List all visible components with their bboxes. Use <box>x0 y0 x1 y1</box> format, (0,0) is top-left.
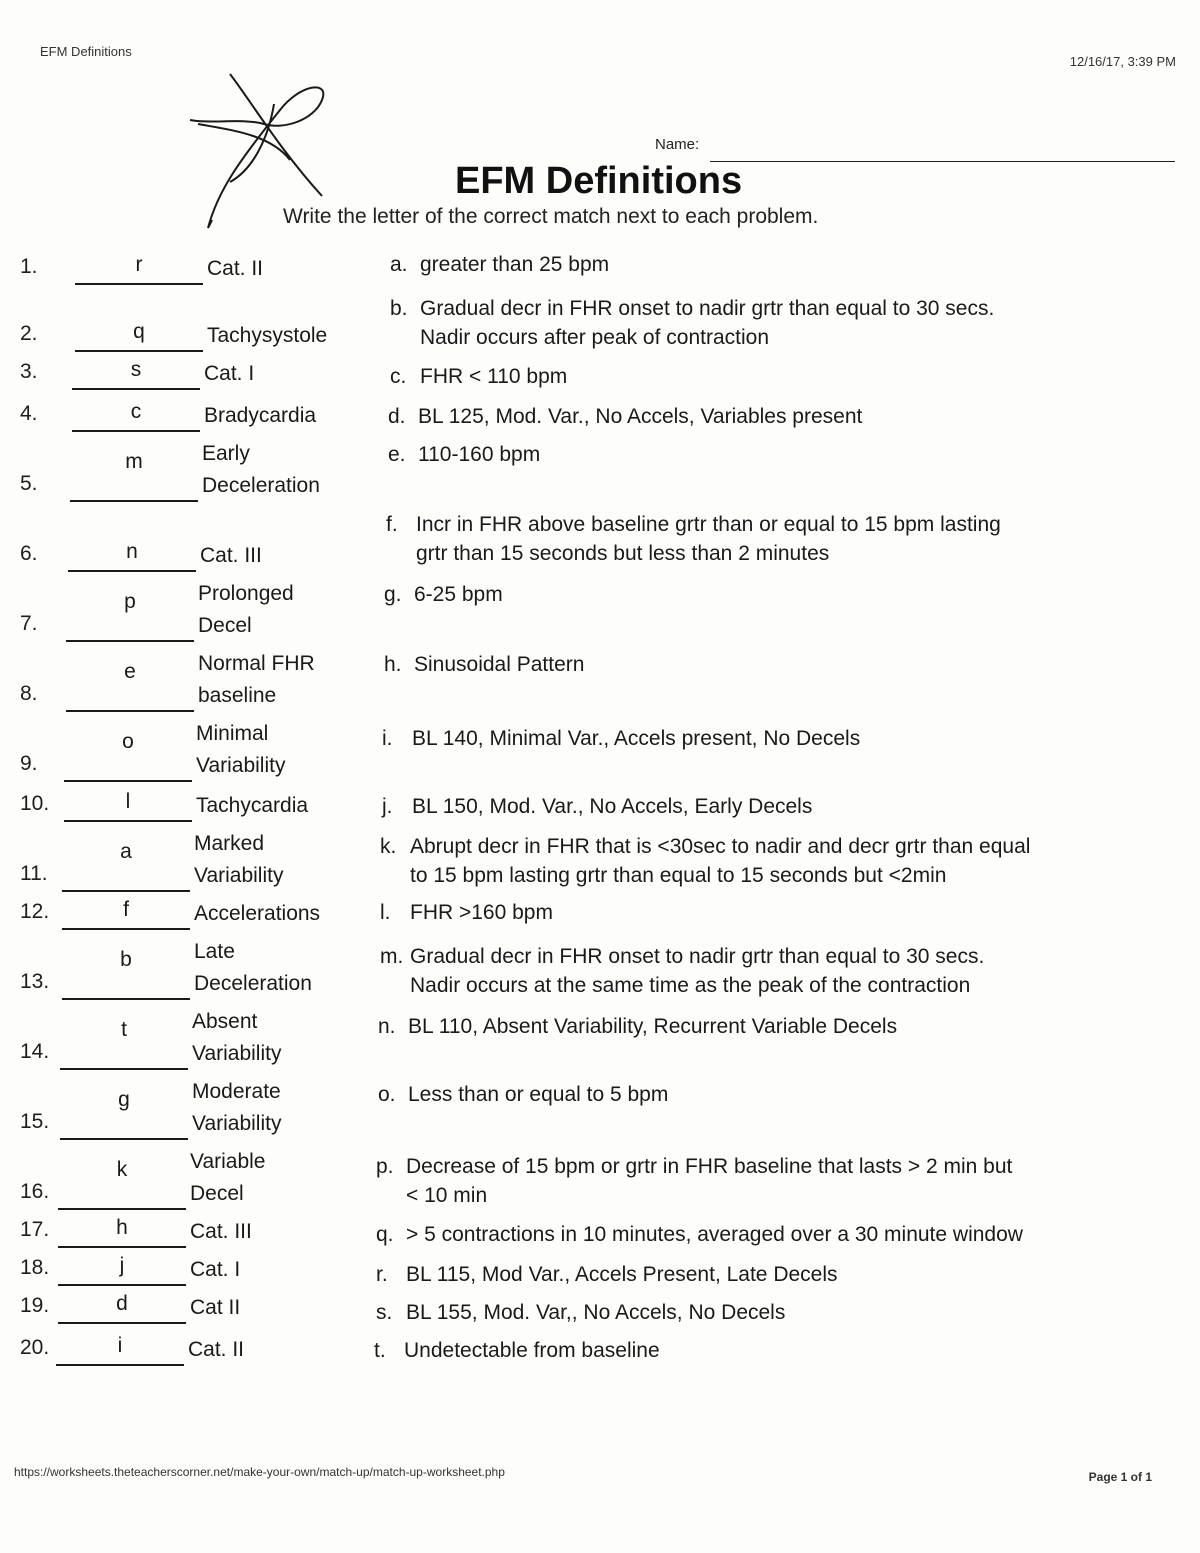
definition-letter: i. <box>382 727 393 750</box>
definition-line: < 10 min <box>406 1184 488 1207</box>
answer-letter: k <box>116 1158 128 1181</box>
definition-letter: c. <box>390 365 407 388</box>
definition-line: Incr in FHR above baseline grtr than or equal to 15 bpm lasting <box>416 513 1001 536</box>
definition-text <box>418 440 540 469</box>
answer-blank-line <box>58 1322 186 1324</box>
term-line: Cat. I <box>204 362 255 385</box>
definition-item <box>382 724 860 753</box>
definition-letter: r. <box>376 1263 388 1286</box>
definition-letter: s. <box>376 1301 393 1324</box>
definition-item <box>376 1260 838 1289</box>
definition-text <box>406 1152 1012 1210</box>
term-line: Variability <box>192 1042 282 1065</box>
definition-line: FHR >160 bpm <box>410 901 553 924</box>
problem-term <box>198 578 294 642</box>
answer-letter: q <box>133 320 145 343</box>
answer-blank-line <box>75 350 203 352</box>
term-line: Prolonged <box>198 582 294 605</box>
problem-number: 12. <box>20 900 50 923</box>
term-line: Decel <box>190 1182 244 1205</box>
answer-letter: l <box>125 790 131 813</box>
problem-number: 2. <box>20 322 38 345</box>
term-line: Variability <box>196 754 286 777</box>
term-line: Normal FHR <box>198 652 315 675</box>
definition-text <box>404 1336 660 1365</box>
definition-letter: l. <box>380 901 391 924</box>
term-line: baseline <box>198 684 277 707</box>
definition-text <box>420 294 994 352</box>
definition-letter: j. <box>382 795 393 818</box>
problem-term <box>188 1334 244 1366</box>
definition-letter: m. <box>380 945 404 968</box>
answer-letter: g <box>118 1088 130 1111</box>
term-line: Deceleration <box>194 972 312 995</box>
definition-letter: d. <box>388 405 406 428</box>
definition-item <box>376 1220 1023 1249</box>
definition-letter: g. <box>384 583 402 606</box>
problem-number: 14. <box>20 1040 50 1063</box>
definition-text <box>408 1012 897 1041</box>
term-line: Variability <box>194 864 284 887</box>
definition-line: FHR < 110 bpm <box>420 365 568 388</box>
term-line: Tachysystole <box>207 324 328 347</box>
term-line: Absent <box>192 1010 258 1033</box>
term-line: Decel <box>198 614 252 637</box>
problem-term <box>190 1254 240 1286</box>
definition-line: Nadir occurs at the same time as the peak of the contraction <box>410 974 971 997</box>
problem-term <box>200 540 262 572</box>
answer-letter: h <box>116 1216 128 1239</box>
term-line: Tachycardia <box>196 794 309 817</box>
definition-line: Nadir occurs after peak of contraction <box>420 326 770 349</box>
answer-blank-line <box>66 710 194 712</box>
problem-term <box>194 828 283 892</box>
answer-blank-line <box>62 928 190 930</box>
definition-letter: a. <box>390 253 408 276</box>
answer-blank-line <box>68 570 196 572</box>
definition-line: Gradual decr in FHR onset to nadir grtr than equal to 30 secs. <box>420 297 995 320</box>
answer-letter: s <box>130 358 142 381</box>
term-line: Cat. III <box>190 1220 252 1243</box>
definition-line: BL 140, Minimal Var., Accels present, No Decels <box>412 727 861 750</box>
definition-item <box>380 898 553 927</box>
problem-term <box>192 1076 281 1140</box>
problem-number: 18. <box>20 1256 50 1279</box>
definition-line: Less than or equal to 5 bpm <box>408 1083 669 1106</box>
answer-blank-line <box>64 780 192 782</box>
problem-term <box>196 790 308 822</box>
definition-item <box>390 294 994 352</box>
definition-item <box>386 510 1001 568</box>
answer-blank-line <box>58 1284 186 1286</box>
definition-letter: f. <box>386 513 398 536</box>
answer-letter: d <box>116 1292 128 1315</box>
answer-letter: e <box>124 660 136 683</box>
definition-item <box>388 402 862 431</box>
definition-line: 6-25 bpm <box>414 583 503 606</box>
definition-line: BL 125, Mod. Var., No Accels, Variables present <box>418 405 863 428</box>
answer-letter: b <box>120 948 132 971</box>
answer-blank-line <box>58 1208 186 1210</box>
answer-letter: r <box>135 253 143 276</box>
problem-number: 17. <box>20 1218 50 1241</box>
problem-number: 3. <box>20 360 38 383</box>
problem-term <box>194 936 312 1000</box>
term-line: Late <box>194 940 235 963</box>
definition-text <box>406 1220 1023 1249</box>
problem-term <box>192 1006 281 1070</box>
answer-letter: j <box>119 1254 125 1277</box>
answer-blank-line <box>75 283 203 285</box>
problem-number: 13. <box>20 970 50 993</box>
problem-number: 15. <box>20 1110 50 1133</box>
definition-line: Gradual decr in FHR onset to nadir grtr than equal to 30 secs. <box>410 945 985 968</box>
term-line: Cat II <box>190 1296 241 1319</box>
term-line: Accelerations <box>194 902 321 925</box>
definition-item <box>374 1336 660 1365</box>
definition-letter: o. <box>378 1083 396 1106</box>
source-url: https://worksheets.theteacherscorner.net/make-your-own/match-up/match-up-worksheet.php <box>14 1465 505 1479</box>
definition-text <box>410 832 1030 890</box>
definition-text <box>412 792 812 821</box>
problem-number: 4. <box>20 402 38 425</box>
answer-blank-line <box>72 388 200 390</box>
definition-item <box>378 1012 897 1041</box>
problem-number: 9. <box>20 752 38 775</box>
problem-number: 1. <box>20 255 38 278</box>
definition-item <box>384 650 584 679</box>
term-line: Cat. II <box>207 257 264 280</box>
print-header-timestamp: 12/16/17, 3:39 PM <box>1069 54 1176 69</box>
page-number: Page 1 of 1 <box>1088 1470 1152 1484</box>
term-line: Cat. II <box>188 1338 245 1361</box>
problem-term <box>190 1146 266 1210</box>
term-line: Variability <box>192 1112 282 1135</box>
problem-number: 8. <box>20 682 38 705</box>
term-line: Early <box>202 442 250 465</box>
definition-line: to 15 bpm lasting grtr than equal to 15 seconds but <2min <box>410 864 947 887</box>
definition-text <box>408 1080 668 1109</box>
worksheet-title: EFM Definitions <box>455 160 743 202</box>
definition-line: Abrupt decr in FHR that is <30sec to nadir and decr grtr than equal <box>410 835 1031 858</box>
term-line: Variable <box>190 1150 266 1173</box>
definition-text <box>418 402 862 431</box>
term-line: Cat. III <box>200 544 262 567</box>
answer-blank-line <box>60 1138 188 1140</box>
definition-item <box>384 580 503 609</box>
answer-blank-line <box>62 998 190 1000</box>
answer-blank-line <box>64 820 192 822</box>
problem-number: 7. <box>20 612 38 635</box>
term-line: Cat. I <box>190 1258 241 1281</box>
answer-blank-line <box>66 640 194 642</box>
definition-text <box>412 724 860 753</box>
name-field-line <box>710 161 1175 162</box>
definition-text <box>410 942 984 1000</box>
problem-number: 6. <box>20 542 38 565</box>
problem-term <box>202 438 320 502</box>
problem-number: 11. <box>20 862 48 885</box>
print-header-title: EFM Definitions <box>40 44 132 59</box>
term-line: Marked <box>194 832 265 855</box>
definition-item <box>376 1298 785 1327</box>
answer-letter: i <box>117 1334 123 1357</box>
definition-text <box>406 1298 785 1327</box>
definition-text <box>414 580 503 609</box>
answer-letter: p <box>124 590 136 613</box>
definition-line: greater than 25 bpm <box>420 253 610 276</box>
definition-letter: b. <box>390 297 408 320</box>
term-line: Minimal <box>196 722 269 745</box>
definition-letter: h. <box>384 653 402 676</box>
definition-line: BL 110, Absent Variability, Recurrent Variable Decels <box>408 1015 898 1038</box>
problem-number: 19. <box>20 1294 50 1317</box>
definition-text <box>410 898 553 927</box>
definition-line: Undetectable from baseline <box>404 1339 660 1362</box>
problem-term <box>190 1292 240 1324</box>
definition-line: BL 155, Mod. Var,, No Accels, No Decels <box>406 1301 786 1324</box>
definition-item <box>388 440 540 469</box>
answer-blank-line <box>70 500 198 502</box>
answer-letter: a <box>120 840 132 863</box>
definition-item <box>390 250 609 279</box>
problem-term <box>204 358 254 390</box>
definition-line: Decrease of 15 bpm or grtr in FHR baseline that lasts > 2 min but <box>406 1155 1013 1178</box>
definition-text <box>406 1260 838 1289</box>
problem-term <box>207 320 327 352</box>
problem-number: 5. <box>20 472 38 495</box>
definition-item <box>380 942 984 1000</box>
answer-letter: c <box>130 400 142 423</box>
definition-text <box>416 510 1001 568</box>
definition-letter: q. <box>376 1223 394 1246</box>
answer-blank-line <box>60 1068 188 1070</box>
problem-term <box>198 648 315 712</box>
definition-text <box>420 250 609 279</box>
problem-term <box>196 718 285 782</box>
definition-line: BL 115, Mod Var., Accels Present, Late Decels <box>406 1263 838 1286</box>
answer-letter: t <box>121 1018 127 1041</box>
definition-item <box>390 362 567 391</box>
definition-line: > 5 contractions in 10 minutes, averaged over a 30 minute window <box>406 1223 1023 1246</box>
term-line: Bradycardia <box>204 404 317 427</box>
definition-item <box>378 1080 668 1109</box>
definition-item <box>380 832 1030 890</box>
answer-letter: m <box>125 450 143 473</box>
problem-term <box>194 898 320 930</box>
problem-term <box>190 1216 252 1248</box>
name-label: Name: <box>655 136 700 153</box>
definition-text <box>414 650 584 679</box>
answer-blank-line <box>58 1246 186 1248</box>
problem-term <box>204 400 316 432</box>
definition-letter: e. <box>388 443 406 466</box>
definition-letter: p. <box>376 1155 394 1178</box>
answer-letter: f <box>123 898 129 921</box>
term-line: Deceleration <box>202 474 320 497</box>
definition-line: grtr than 15 seconds but less than 2 minutes <box>416 542 830 565</box>
answer-blank-line <box>56 1364 184 1366</box>
answer-blank-line <box>62 890 190 892</box>
definition-letter: t. <box>374 1339 386 1362</box>
definition-letter: n. <box>378 1015 396 1038</box>
problem-term <box>207 253 263 285</box>
problem-number: 16. <box>20 1180 50 1203</box>
definition-line: Sinusoidal Pattern <box>414 653 585 676</box>
answer-blank-line <box>72 430 200 432</box>
problem-number: 10. <box>20 792 50 815</box>
definition-letter: k. <box>380 835 397 858</box>
definition-text <box>420 362 567 391</box>
problem-number: 20. <box>20 1336 50 1359</box>
definition-line: BL 150, Mod. Var., No Accels, Early Decels <box>412 795 813 818</box>
definition-item <box>376 1152 1012 1210</box>
term-line: Moderate <box>192 1080 281 1103</box>
definition-item <box>382 792 812 821</box>
instructions: Write the letter of the correct match next to each problem. <box>283 205 819 228</box>
definition-line: 110-160 bpm <box>418 443 541 466</box>
answer-letter: o <box>122 730 134 753</box>
answer-letter: n <box>126 540 138 563</box>
